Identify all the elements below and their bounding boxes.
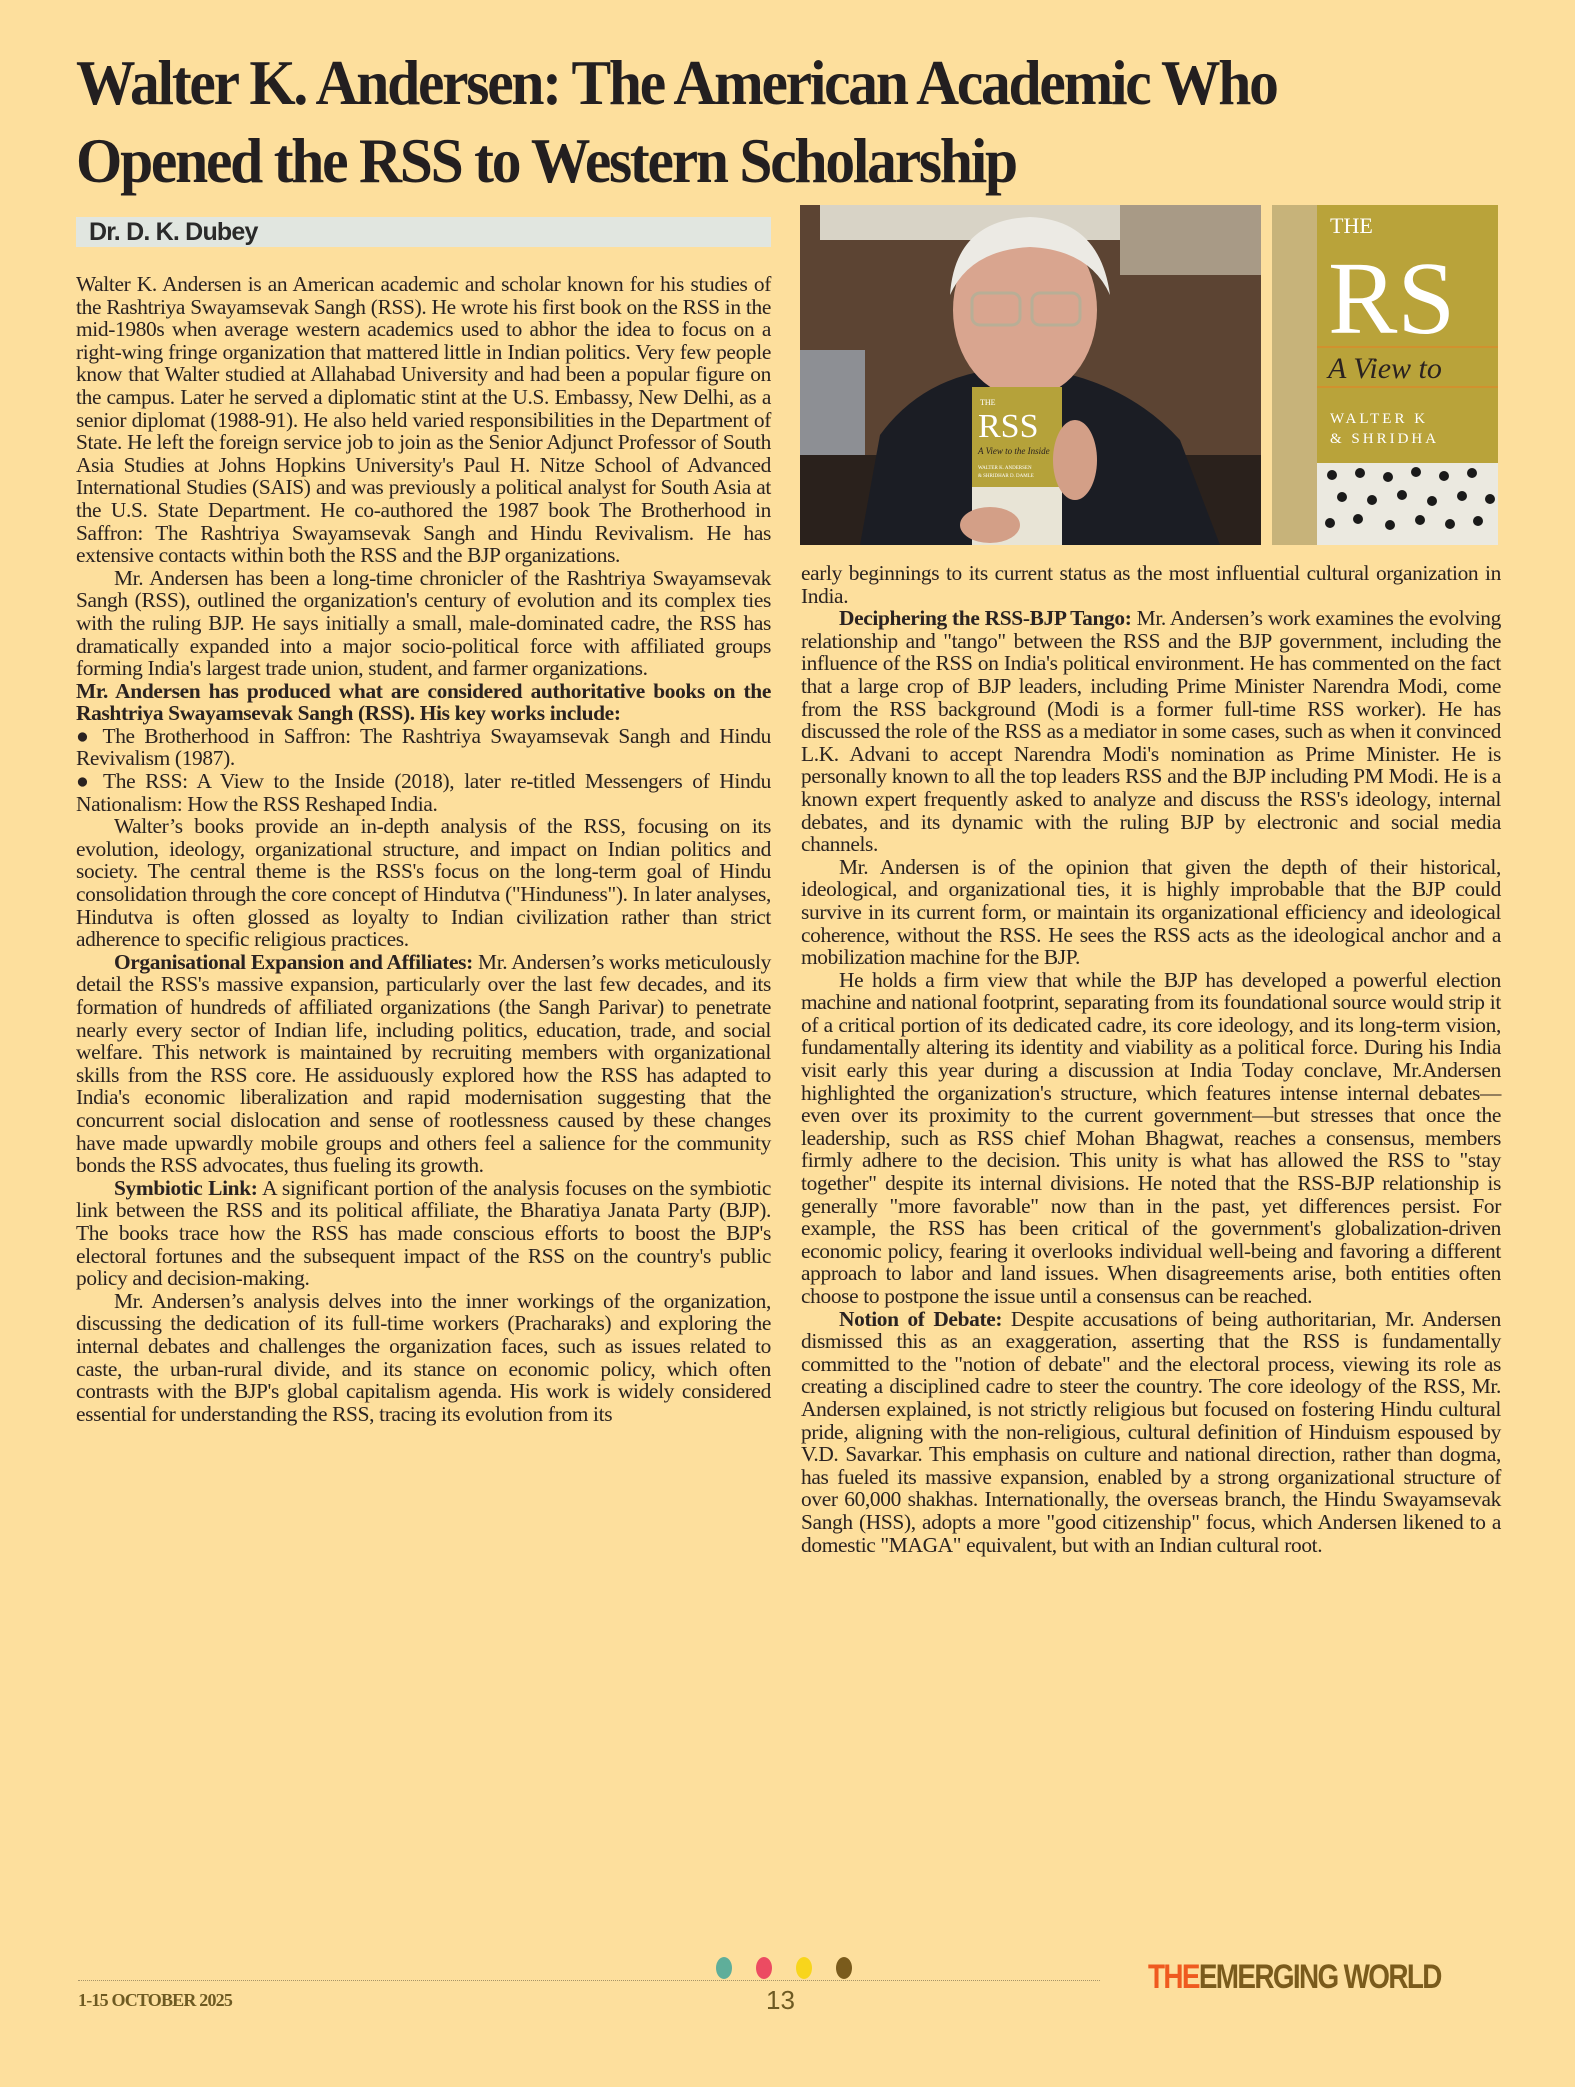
book-authors-2: & SHRIDHAR D. DAMLE (978, 474, 1034, 479)
cover-title-text: RS (1328, 241, 1456, 356)
cover-top-text: THE (1330, 213, 1373, 238)
paragraph-symbiotic (76, 1177, 771, 1290)
logo-the: THE (1148, 1958, 1199, 1996)
cover-authors-2: & SHRIDHA (1330, 431, 1440, 447)
author-name: Dr. D. K. Dubey (89, 218, 258, 246)
paragraph-intro: Walter K. Andersen is an American academic and scholar known for his studies of the Rashtriya Swayamsevak Sangh (RSS). He wrote his first book on the RSS in the mid-1980s when average western academics used to abhor the idea to focus on a right-wing fringe organization that mattered little in Indian politics. Very few people know that Walter studied at Allahabad University and had been a popular figure on the campus. Later he served a diplomatic stint at the U.S. Embassy, New Delhi, as a senior diplomat (1988-91). He also held varied responsibilities in the Department of State. He left the foreign service job to join as the Senior Adjunct Professor of South Asia Studies at Johns Hopkins University's Paul H. Nitze School of Advanced International Studies (SAIS) and was previously a political analyst for South Asia at the U.S. State Department. He co-authored the 1987 book The Brotherhood in Saffron: The Rashtriya Swayamsevak Sangh and Hindu Revivalism. He has extensive contacts within both the RSS and the BJP organizations. (76, 272, 771, 568)
paragraph-expansion-text: Mr. Andersen’s works meticulously detail the RSS's massive expansion, particularly over the last few decades, and its formation of hundreds of affiliated organizations (the Sangh Parivar) to penetrate nearly every sector of Indian life, including politics, education, trade, and social welfare. This network is maintained by recruiting members with organizational skills from the RSS core. He assiduously explored how the RSS has adapted to India's economic liberalization and rapid modernisation suggesting that the concurrent social dislocation and sense of rootlessness caused by these changes have made upwardly mobile groups and others feel a salience for the community bonds the RSS advocates, thus fueling its growth. (76, 949, 771, 1178)
article-column-left (76, 273, 771, 1425)
footer-divider (78, 1980, 1100, 1981)
page-title: Walter K. Andersen: The American Academic Who Opened the RSS to Western Scholarship (76, 47, 1277, 196)
subhead-tango: Deciphering the RSS-BJP Tango: (839, 606, 1132, 631)
publication-logo (1148, 1958, 1441, 1997)
paragraph-debate-text: Despite accusations of being authoritarian, Mr. Andersen dismissed this as an exaggeration, asserting that the RSS is fundamentally committed to the "notion of debate" and the electoral process, viewing its role as creating a disciplined cadre to steer the country. The core ideology of the RSS, Mr. Andersen explained, is not strictly religious but focused on fostering Hindu cultural pride, aligning with the non-religious, cultural definition of Hinduism espoused by V.D. Savarkar. This emphasis on culture and national direction, rather than dogma, has fueled its massive expansion, enabled by a strong organizational structure of over 60,000 shakhas. Internationally, the overseas branch, the Hindu Swayamsevak Sangh (HSS), adopts a more "good citizenship" focus, which Andersen likened to a domestic "MAGA" equivalent, but with an Indian cultural root. (801, 1306, 1502, 1557)
decorative-dot-yellow (796, 1957, 812, 1979)
key-works-heading-text: Mr. Andersen has produced what are considered authoritative books on the Rashtriya Swayamsevak Sangh (RSS). His key works include: (76, 678, 771, 726)
photo-andersen-illustration (800, 205, 1261, 545)
page-number: 13 (766, 1985, 795, 2015)
paragraph-books-analysis: Walter’s books provide an in-depth analysis of the RSS, focusing on its evolution, ideology, organizational structure, and impact on Indian politics and society. The central theme is the RSS's focus on the long-term goal of Hindu consolidation through the core concept of Hindutva ("Hinduness"). In later analyses, Hindutva is often glossed as loyalty to Indian civilization rather than strict adherence to specific religious practices. (76, 814, 771, 952)
bullet-icon: ● (76, 769, 94, 794)
paragraph-inner-workings: Mr. Andersen’s analysis delves into the inner workings of the organization, discussing the dedication of its full-time workers (Pracharaks) and exploring the internal debates and challenges the organization faces, such as issues related to caste, the urban-rural divide, and its stance on economic policy, which often contrasts with the BJP's global capitalism agenda. His work is widely considered essential for understanding the RSS, tracing its evolution from its (76, 1288, 771, 1426)
subhead-debate: Notion of Debate: (839, 1306, 1003, 1331)
decorative-dot-teal (716, 1957, 732, 1979)
book-subtitle-text: A View to the Inside (978, 446, 1050, 456)
logo-emerging-world: EMERGING WORLD (1198, 1958, 1441, 1996)
paragraph-continued: early beginnings to its current status as the most influential cultural organization in India. (801, 561, 1501, 608)
paragraph-tango (801, 607, 1501, 856)
cover-authors-1: WALTER K (1330, 411, 1429, 427)
decorative-dot-pink (756, 1957, 772, 1979)
photo-book-cover (1272, 205, 1498, 545)
decorative-dot-brown (836, 1957, 852, 1979)
paragraph-debate (801, 1308, 1501, 1557)
book-cover-illustration (1272, 205, 1498, 545)
book-title-text: RSS (978, 408, 1039, 445)
photo-andersen-with-book (800, 205, 1261, 545)
paragraph-firm-view: He holds a firm view that while the BJP has developed a powerful election machine and national footprint, separating from its foundational source would strip it of a critical portion of its dedicated cadre, its core ideology, and its long-term vision, fundamentally altering its identity and viability as a political force. During his India visit early this year during a discussion at India Today conclave, Mr.Andersen highlighted the organization's structure, which features intense internal debates—even over its proximity to the current government—but stresses that once the leadership, such as RSS chief Mohan Bhagwat, reaches a consensus, members firmly adhere to the decision. This unity is what has allowed the RSS to "stay together" despite its internal divisions. He noted that the RSS-BJP relationship is generally "more favorable" now than in the past, yet differences persist. For example, the RSS has been critical of the government's globalization-driven economic policy, fearing it overlooks individual well-being and favoring a different approach to labor and land issues. When disagreements arise, both entities often choose to postpone the issue until a consensus can be reached. (801, 967, 1501, 1308)
bullet-text: The RSS: A View to the Inside (2018), later re-titled Messengers of Hindu Nationalism: How the RSS Reshaped India. (76, 769, 771, 816)
subhead-symbiotic: Symbiotic Link: (114, 1175, 258, 1200)
paragraph-opinion: Mr. Andersen is of the opinion that given the depth of their historical, ideological, and organizational ties, it is highly improbable that the BJP could survive in its current form, or maintain its organizational efficiency and ideological coherence, without the RSS. He sees the RSS acts as the ideological anchor and a mobilization machine for the BJP. (801, 854, 1501, 970)
paragraph-expansion (76, 951, 771, 1177)
paragraph-tango-text: Mr. Andersen’s work examines the evolving relationship and "tango" between the RSS and the BJP government, including the influence of the RSS on India's political environment. He has commented on the fact that a large crop of BJP leaders, including Prime Minister Narendra Modi, come from the RSS background (Modi is a former full-time RSS worker). He has discussed the role of the RSS as a mediator in some cases, such as when it convinced L.K. Advani to accept Narendra Modi's nomination as Prime Minister. He is personally known to all the top leaders RSS and the BJP including PM Modi. He is a known expert frequently asked to analyze and discuss the RSS's ideology, internal debates, and its dynamic with the ruling BJP by electronic and social media channels. (801, 606, 1501, 857)
bullet-text: The Brotherhood in Saffron: The Rashtriya Swayamsevak Sangh and Hindu Revivalism (1987). (76, 723, 771, 771)
cover-subtitle-text: A View to (1328, 352, 1442, 385)
book-top-text: THE (980, 398, 996, 407)
issue-date: 1-15 OCTOBER 2025 (78, 1990, 233, 2010)
subhead-expansion: Organisational Expansion and Affiliates: (114, 949, 473, 974)
article-column-right (801, 562, 1501, 1556)
paragraph-chronicler: Mr. Andersen has been a long-time chronicler of the Rashtriya Swayamsevak Sangh (RSS), outlined the organization's century of evolution and its complex ties with the ruling BJP. He says initially a small, male-dominated cadre, the RSS has dramatically expanded into a major socio-political force with affiliated groups forming India's largest trade union, student, and farmer organizations. (76, 565, 771, 681)
bullet-item (76, 770, 771, 815)
bullet-icon: ● (76, 723, 94, 748)
book-authors-1: WALTER K. ANDERSEN (978, 466, 1032, 471)
paragraph-symbiotic-text: A significant portion of the analysis focuses on the symbiotic link between the RSS and its political affiliate, the Bharatiya Janata Party (BJP). The books trace how the RSS has made conscious efforts to boost the BJP's electoral fortunes and the subsequent impact of the RSS on the country's public policy and decision-making. (76, 1175, 771, 1291)
key-works-heading (76, 680, 771, 725)
author-bar (76, 217, 771, 247)
bullet-item (76, 725, 771, 770)
